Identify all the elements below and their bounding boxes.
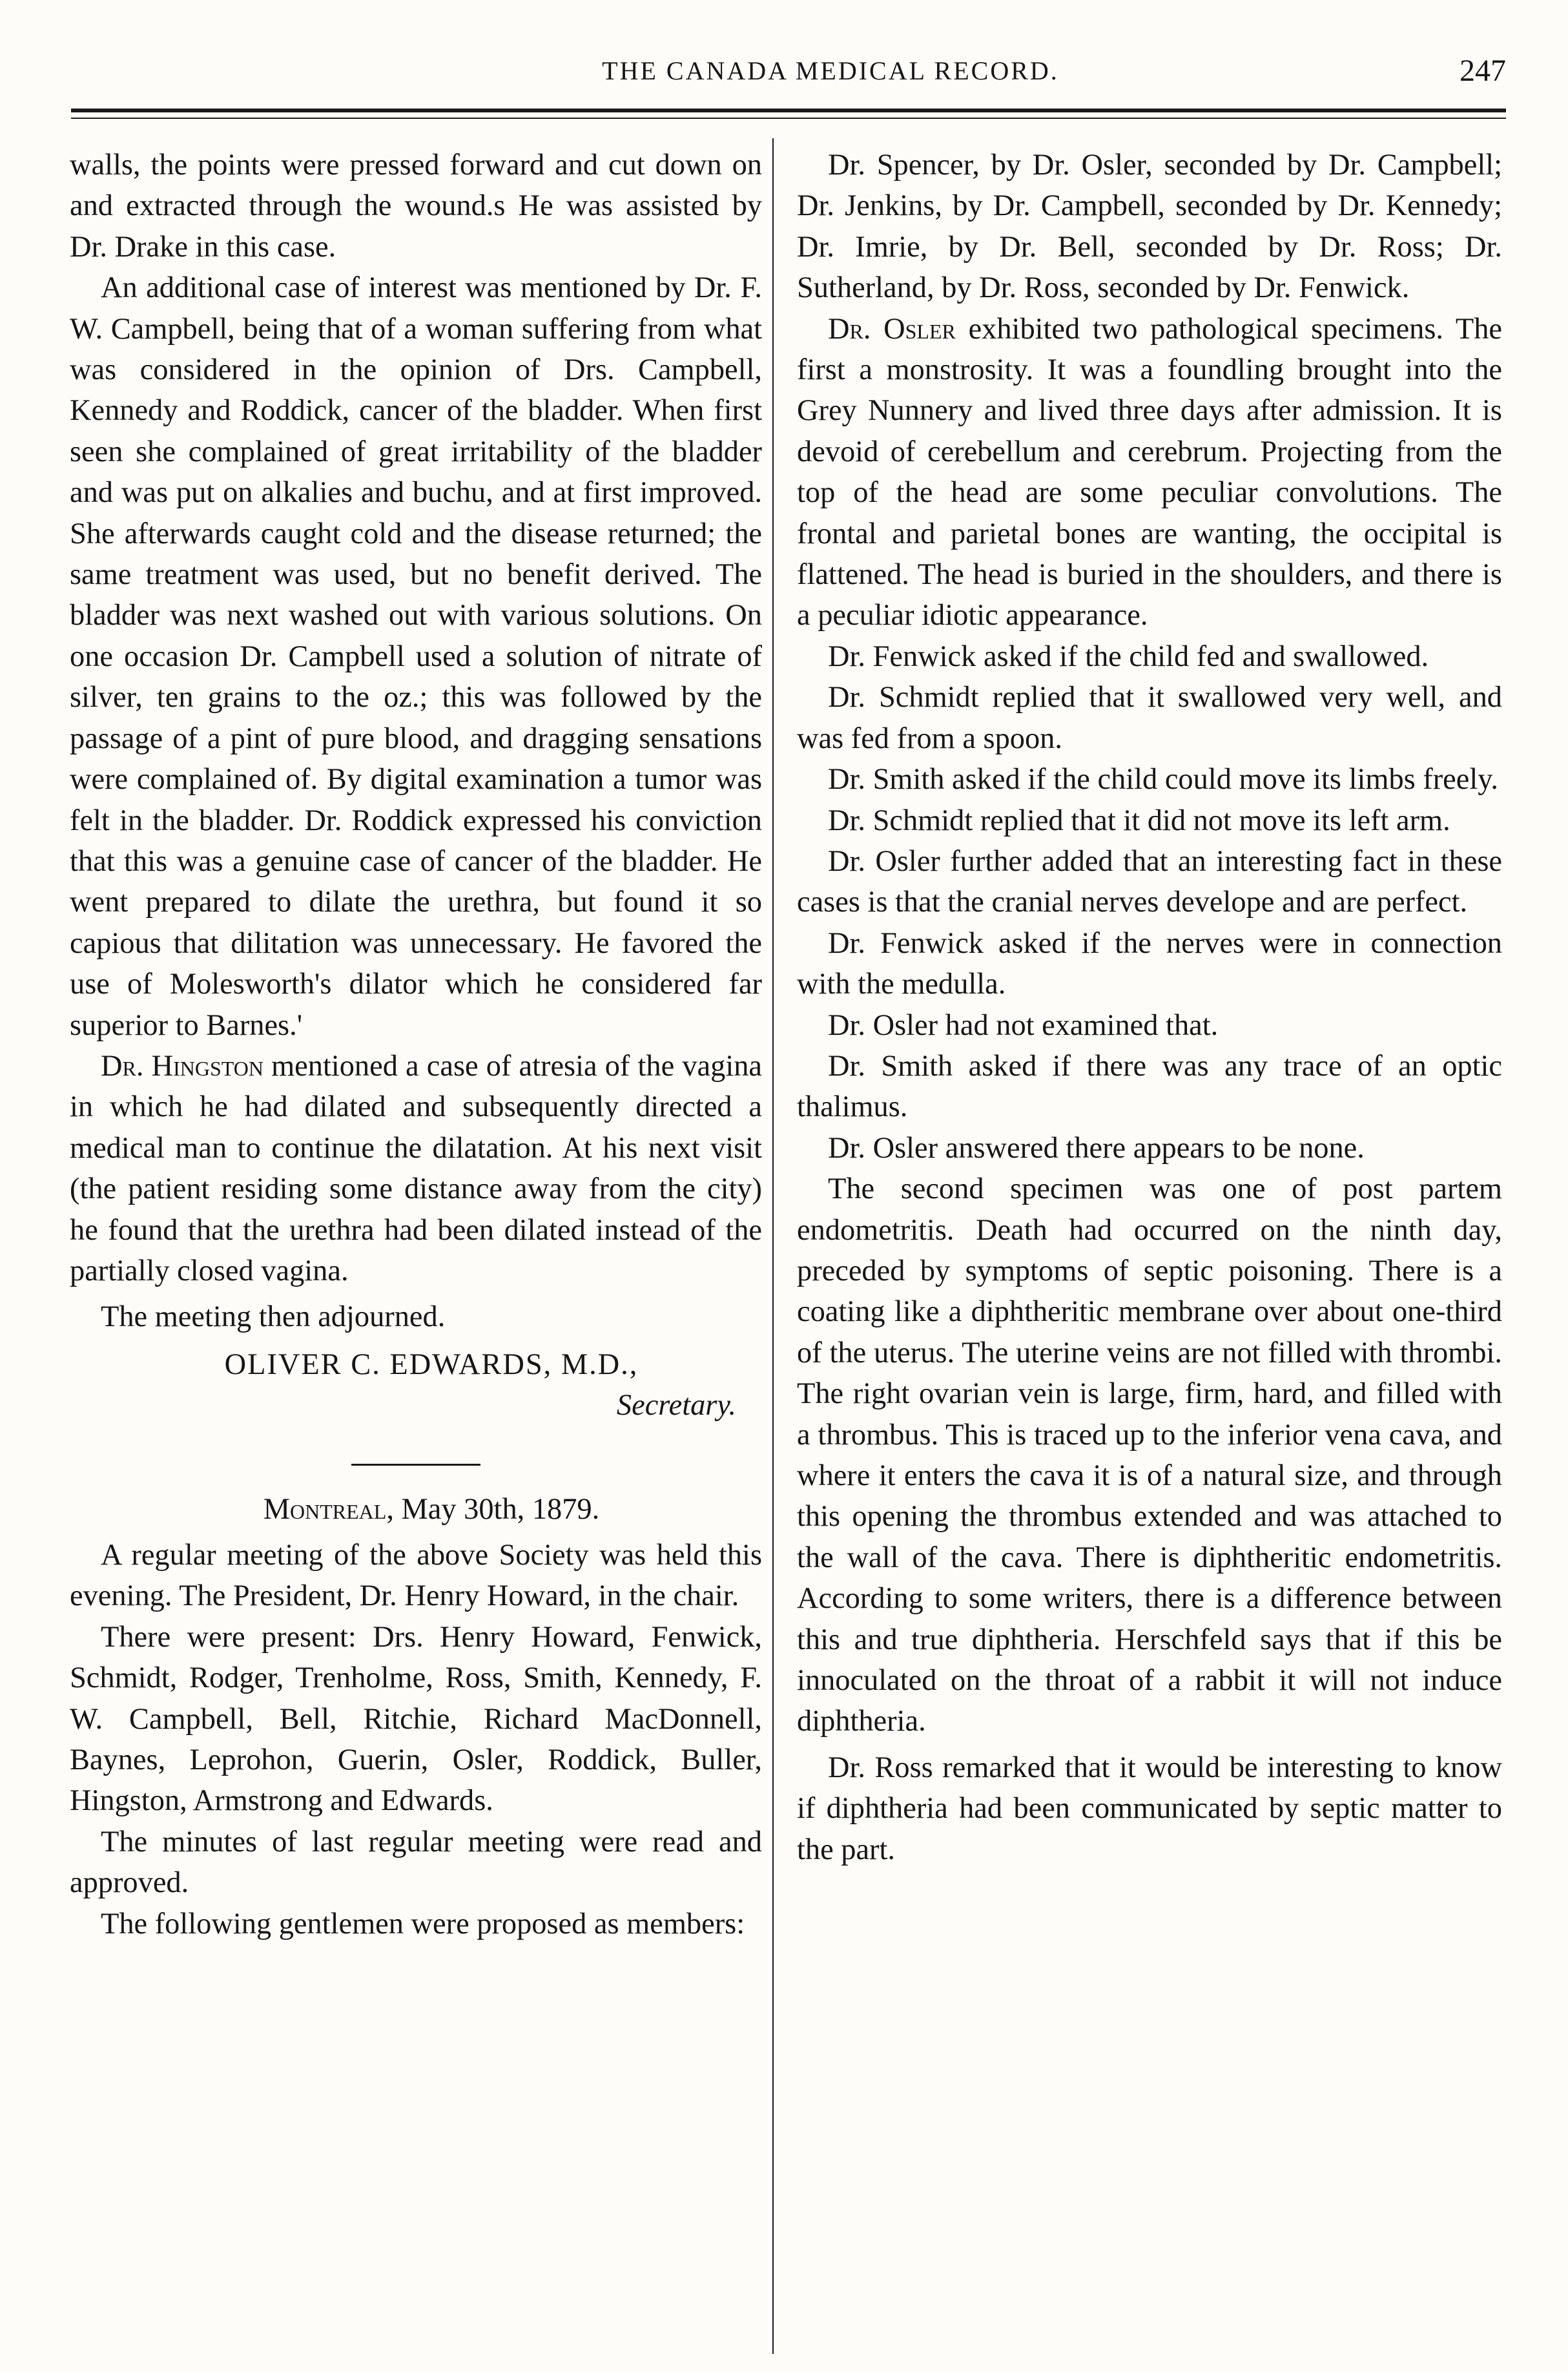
paragraph-text: exhibited two pathological specimens. The first a monstrosity. It was a foundling brought into the Grey Nunnery and lived three days after admission. It is devoid of cerebellum and cerebrum. Projecting from the top of the head are some peculiar convolutions. The frontal and parietal bones are wanting, the occipital is flattened. The head is buried in the shoulders, and there is a peculiar idiotic appearance.: [797, 312, 1502, 632]
paragraph: An additional case of interest was mentioned by Dr. F. W. Campbell, being that of a woman suffering from what was considered in the opinion of Drs. Campbell, Kennedy and Roddick, cancer of the bladder. When first seen she complained of great irritability of the bladder and was put on alkalies and buchu, and at first improved. She afterwards caught cold and the disease returned; the same treatment was used, but no benefit derived. The bladder was next washed out with various solutions. On one occasion Dr. Campbell used a solution of nitrate of silver, ten grains to the oz.; this was followed by the passage of a pint of pure blood, and dragging sensations were complained of. By digital examination a tumor was felt in the bladder. Dr. Roddick expressed his conviction that this was a genuine case of cancer of the bladder. He went prepared to dilate the urethra, but found it so capious that dilitation was unnecessary. He favored the use of Molesworth's dilator which he considered far superior to Barnes.': [70, 271, 762, 1042]
paragraph: The following gentlemen were proposed as members:: [101, 1907, 745, 1940]
page-number: 247: [1460, 54, 1506, 88]
left-column: [70, 145, 762, 1944]
journal-title: THE CANADA MEDICAL RECORD.: [602, 56, 1059, 85]
paragraph-text: mentioned a case of atresia of the vagina in which he had dilated and subsequently directed a medical man to continue the dilatation. At his next visit (the patient residing some distance away from the city) he found that the urethra had been dilated instead of the partially closed vagina.: [70, 1049, 762, 1287]
signature-title: Secretary.: [616, 1389, 736, 1422]
paragraph: [70, 1046, 762, 1291]
header-rule-thick: [71, 109, 1506, 112]
dateline-city: Montreal,: [263, 1492, 394, 1526]
section-divider: [351, 1464, 480, 1466]
paragraph: [797, 309, 1502, 636]
paragraph: The minutes of last regular meeting were read and approved.: [70, 1825, 762, 1900]
paragraph: Dr. Ross remarked that it would be interesting to know if diphtheria had been communicated by septic matter to the part.: [797, 1751, 1502, 1866]
paragraph: Dr. Schmidt replied that it swallowed very well, and was fed from a spoon.: [797, 681, 1502, 755]
column-divider: [772, 138, 774, 2354]
running-header: [65, 56, 1506, 101]
paragraph: There were present: Drs. Henry Howard, Fenwick, Schmidt, Rodger, Trenholme, Ross, Smith, Kennedy, F. W. Campbell, Bell, Ritchie, Richard MacDonnell, Baynes, Leprohon, Guerin, Osler, Roddick, Buller, Hingston, Armstrong and Edwards.: [70, 1620, 762, 1818]
paragraph: Dr. Osler answered there appears to be none.: [828, 1131, 1365, 1165]
speaker-name: Dr. Osler: [828, 312, 956, 346]
paragraph: Dr. Osler had not examined that.: [828, 1008, 1219, 1042]
paragraph: The meeting then adjourned.: [101, 1300, 446, 1334]
paragraph: Dr. Schmidt replied that it did not move its left arm.: [828, 804, 1450, 837]
paragraph: Dr. Fenwick asked if the child fed and swallowed.: [828, 640, 1429, 673]
paragraph: A regular meeting of the above Society was held this evening. The President, Dr. Henry Howard, in the chair.: [70, 1539, 762, 1613]
dateline-date: May 30th, 1879.: [393, 1492, 600, 1526]
dateline: [70, 1489, 762, 1530]
signature-name: OLIVER C. EDWARDS, M.D.,: [224, 1347, 639, 1381]
paragraph: Dr. Smith asked if there was any trace of an optic thalimus.: [797, 1049, 1502, 1124]
paragraph: walls, the points were pressed forward and cut down on and extracted through the wound.s He was assisted by Dr. Drake in this case.: [70, 149, 762, 264]
paragraph: Dr. Osler further added that an interesting fact in these cases is that the cranial nerves develope and are perfect.: [797, 844, 1502, 919]
header-rule-thin: [71, 118, 1506, 119]
paragraph: Dr. Smith asked if the child could move its limbs freely.: [828, 763, 1499, 796]
paragraph: The second specimen was one of post partem endometritis. Death had occurred on the ninth day, preceded by symptoms of septic poisoning. There is a coating like a diphtheritic membrane over about one-third of the uterus. The uterine veins are not filled with thrombi. The right ovarian vein is large, firm, hard, and filled with a thrombus. This is traced up to the inferior vena cava, and where it enters the cava it is of a natural size, and through this opening the thrombus extended and was attached to the wall of the cava. There is diphtheritic endometritis. According to some writers, there is a difference between this and true diphtheria. Herschfeld says that if this be innoculated on the throat of a rabbit it will not induce diphtheria.: [797, 1172, 1502, 1738]
right-column: [797, 145, 1502, 1870]
paragraph: Dr. Spencer, by Dr. Osler, seconded by Dr. Campbell; Dr. Jenkins, by Dr. Campbell, seconded by Dr. Kennedy; Dr. Imrie, by Dr. Bell, seconded by Dr. Ross; Dr. Sutherland, by Dr. Ross, seconded by Dr. Fenwick.: [797, 149, 1502, 305]
speaker-name: Dr. Hingston: [101, 1049, 263, 1083]
paragraph: Dr. Fenwick asked if the nerves were in connection with the medulla.: [797, 926, 1502, 1001]
